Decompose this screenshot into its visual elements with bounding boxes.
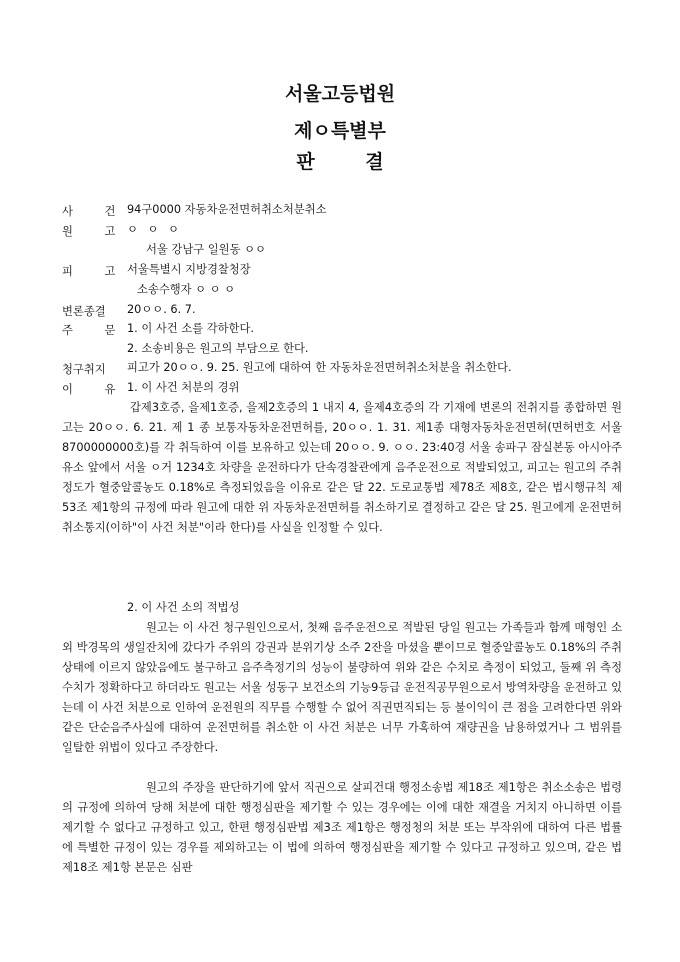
reason-heading-1: 1. 이 사건 처분의 경위	[127, 381, 240, 394]
reason-label: 이 유	[62, 383, 130, 396]
order-label: 주 문	[62, 324, 130, 337]
court-name: 서울고등법원	[284, 83, 396, 105]
claim-text: 피고가 20ㅇㅇ. 9. 25. 원고에 대하여 한 자동차운전면허취소처분을 취소한다.	[127, 361, 512, 374]
document-type: 판 결	[296, 151, 406, 173]
reason-paragraph-3: 원고의 주장을 판단하기에 앞서 직권으로 살피건대 행정소송법 제18조 제1항은 취소소송은 법령의 규정에 의하여 당해 처분에 대한 행정심판을 제기할 수 있는 경우에는 이에 대한 재결을 거치지 아니하면 이를 제기할 수 없다고 규정하고 있고, 한편 행정심판법 제3조 제1항은 행정청의 처분 또는 부작위에 대하여 다른 법률에 특별한 규정이 있는 경우를 제외하고는 이 법에 의하여 행정심판을 제기할 수 있다고 규정하고 있으며, 같은 법 제18조 제1항 본문은 심판	[62, 781, 622, 874]
order-item-2: 2. 소송비용은 원고의 부담으로 한다.	[127, 342, 309, 355]
reason-heading-2: 2. 이 사건 소의 적법성	[127, 601, 240, 614]
plaintiff-name: ㅇ ㅇ ㅇ	[127, 223, 182, 236]
case-number: 94구0000 자동차운전면허취소처분취소	[127, 203, 327, 216]
plaintiff-label: 원 고	[62, 225, 130, 238]
reason-paragraph-1: 갑제3호증, 을제1호증, 을제2호증의 1 내지 4, 을제4호증의 각 기재에 변론의 전취지를 종합하면 원고는 20ㅇㅇ. 6. 21. 제 1 종 보통자동차운전면허를, 20ㅇㅇ. 1. 31. 제1종 대형자동차운전면허(면허번호 서울 8700000000호)를 각 취득하여 이를 보유하고 있는데 20ㅇㅇ. 9. ㅇㅇ. 23:40경 서울 송파구 잠실본동 아시아주유소 앞에서 서울 ㅇ거 1234호 차량을 운전하다가 단속경찰관에게 음주운전으로 적발되었고, 피고는 원고의 주취정도가 혈중알콜농도 0.18%로 측정되었음을 이유로 같은 달 22. 도로교통법 제78조 제8호, 같은 법시행규칙 제53조 제1항의 규정에 따라 원고에 대한 위 자동차운전면허를 취소하기로 결정하고 같은 달 25. 원고에게 운전면허취소통지(이하"이 사건 처분"이라 한다)를 사실을 인정할 수 있다.	[62, 401, 622, 534]
defendant-label: 피 고	[62, 265, 130, 278]
defendant-agent: 소송수행자 ㅇ ㅇ ㅇ	[137, 283, 236, 296]
reason-paragraph-2: 원고는 이 사건 청구원인으로서, 첫째 음주운전으로 적발된 당일 원고는 가족들과 함께 매형인 소외 박경목의 생일잔치에 갔다가 주위의 강권과 분위기상 소주 2잔을 마셨을 뿐이므로 혈중알콜농도 0.18%의 주취상태에 이르지 않았음에도 불구하고 음주측정기의 성능이 불량하여 위와 같은 수치로 측정이 되었고, 둘째 위 측정수치가 정확하다고 하더라도 원고는 서울 성동구 보건소의 기능9등급 운전직공무원으로서 방역차량을 운전하고 있는데 이 사건 처분으로 인하여 운전원의 직무를 수행할 수 없어 직권면직되는 등 불이익이 큰 점을 고려한다면 위와 같은 단순음주사실에 대하여 운전면허를 취소한 이 사건 처분은 너무 가혹하여 재량권을 남용하였거나 그 범위를 일탈한 위법이 있다고 주장한다.	[62, 621, 622, 754]
defendant-name: 서울특별시 지방경찰청장	[127, 263, 251, 276]
claim-label: 청구취지	[62, 363, 106, 376]
closing-date: 20ㅇㅇ. 6. 7.	[127, 303, 196, 316]
closing-label: 변론종결	[62, 305, 106, 318]
division-name: 제ㅇ특별부	[294, 120, 386, 142]
case-label: 사 건	[62, 205, 130, 218]
plaintiff-address: 서울 강남구 일원동 ㅇㅇ	[146, 243, 266, 256]
order-item-1: 1. 이 사건 소를 각하한다.	[127, 322, 254, 335]
